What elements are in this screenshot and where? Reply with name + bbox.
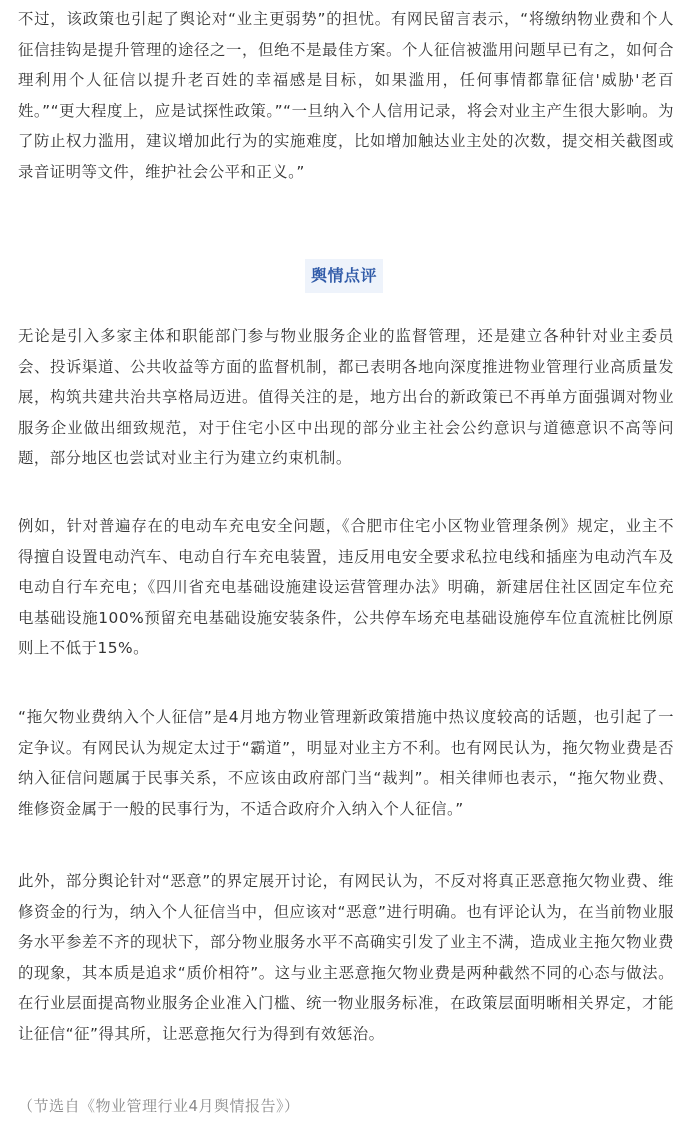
source-note: （节选自《物业管理行业4月舆情报告》） (18, 1097, 300, 1115)
section-heading (0, 259, 688, 293)
paragraph-controversy: “拖欠物业费纳入个人征信”是4月地方物业管理新政策措施中热议度较高的话题，也引起了一定争议。有网民认为规定太过于“霸道”，明显对业主方不利。也有网民认为，拖欠物业费是否纳入征信问题属于民事关系，不应该由政府部门当“裁判”。相关律师也表示，“拖欠物业费、维修资金属于一般的民事行为，不适合政府介入纳入个人征信。” (18, 708, 674, 818)
paragraph-commentary: 无论是引入多家主体和职能部门参与物业服务企业的监督管理，还是建立各种针对业主委员会、投诉渠道、公共收益等方面的监督机制，都已表明各地向深度推进物业管理行业高质量发展，构筑共建共治共享格局迈进。值得关注的是，地方出台的新政策已不再单方面强调对物业服务企业做出细致规范，对于住宅小区中出现的部分业主社会公约意识与道德意识不高等问题，部分地区也尝试对业主行为建立约束机制。 (18, 327, 674, 467)
paragraph-concerns: 不过，该政策也引起了舆论对“业主更弱势”的担忧。有网民留言表示，“将缴纳物业费和个人征信挂钩是提升管理的途径之一，但绝不是最佳方案。个人征信被滥用问题早已有之，如何合理利用个人征信以提升老百姓的幸福感是目标，如果滥用，任何事情都靠征信'威胁'老百姓。”“更大程度上，应是试探性政策。”“一旦纳入个人信用记录，将会对业主产生很大影响。为了防止权力滥用，建议增加此行为的实施难度，比如增加触达业主处的次数，提交相关截图或录音证明等文件，维护社会公平和正义。” (18, 10, 674, 181)
section-heading-label: 舆情点评 (305, 259, 383, 293)
paragraph-malicious-definition: 此外，部分舆论针对“恶意”的界定展开讨论，有网民认为，不反对将真正恶意拖欠物业费、维修资金的行为，纳入个人征信当中，但应该对“恶意”进行明确。也有评论认为，在当前物业服务水平参差不齐的现状下，部分物业服务水平不高确实引发了业主不满，造成业主拖欠物业费的现象，其本质是追求“质价相符”。这与业主恶意拖欠物业费是两种截然不同的心态与做法。在行业层面提高物业服务企业准入门槛、统一物业服务标准，在政策层面明晰相关界定，才能让征信“征”得其所，让恶意拖欠行为得到有效惩治。 (18, 872, 674, 1043)
paragraph-examples: 例如，针对普遍存在的电动车充电安全问题，《合肥市住宅小区物业管理条例》规定，业主不得擅自设置电动汽车、电动自行车充电装置，违反用电安全要求私拉电线和插座为电动汽车及电动自行车充电；《四川省充电基础设施建设运营管理办法》明确，新建居住社区固定车位充电基础设施100%预留充电基础设施安装条件，公共停车场充电基础设施停车位直流桩比例原则上不低于15%。 (18, 517, 674, 657)
